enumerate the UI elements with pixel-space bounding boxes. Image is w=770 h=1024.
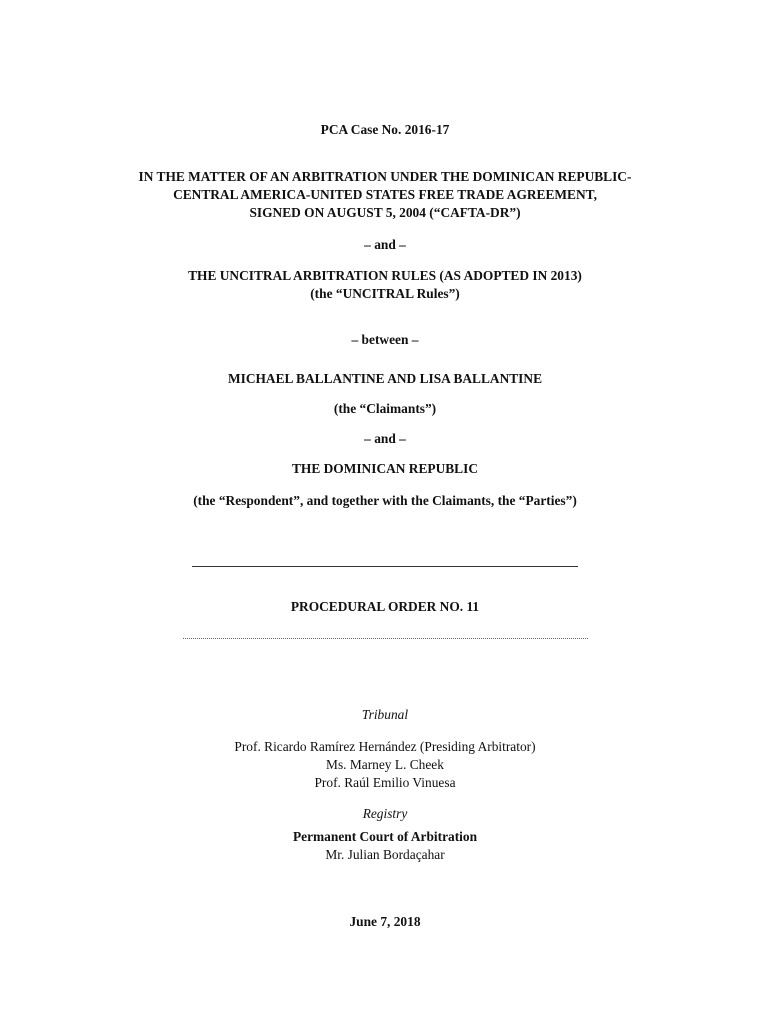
matter-line-2: CENTRAL AMERICA-UNITED STATES FREE TRADE AGREEMENT, <box>173 187 597 202</box>
respondent-name: THE DOMINICAN REPUBLIC <box>292 461 478 476</box>
and-separator-1: – and – <box>364 237 406 252</box>
matter-line-3: SIGNED ON AUGUST 5, 2004 (“CAFTA-DR”) <box>249 205 521 220</box>
claimants-label: (the “Claimants”) <box>333 401 437 416</box>
and-separator-2: – and – <box>364 431 406 446</box>
registry-org: Permanent Court of Arbitration <box>292 829 478 844</box>
case-number: PCA Case No. 2016-17 <box>320 122 450 137</box>
tribunal-member: Prof. Ricardo Ramírez Hernández (Presiding Arbitrator) <box>234 739 536 754</box>
order-title: PROCEDURAL ORDER NO. 11 <box>290 599 480 614</box>
respondent-label: (the “Respondent”, and together with the Claimants, the “Parties”) <box>193 493 577 508</box>
rules-line-2: (the “UNCITRAL Rules”) <box>310 286 460 301</box>
matter-line-1: IN THE MATTER OF AN ARBITRATION UNDER THE DOMINICAN REPUBLIC- <box>138 169 632 184</box>
rules-line-1: THE UNCITRAL ARBITRATION RULES (AS ADOPTED IN 2013) <box>188 268 582 283</box>
bottom-rule <box>183 638 588 639</box>
registry-person: Mr. Julian Bordaçahar <box>325 847 445 862</box>
tribunal-member: Prof. Raúl Emilio Vinuesa <box>314 775 456 790</box>
claimants-name: MICHAEL BALLANTINE AND LISA BALLANTINE <box>227 371 542 386</box>
top-rule <box>192 566 578 567</box>
tribunal-heading: Tribunal <box>361 707 409 722</box>
document-date: June 7, 2018 <box>349 914 421 929</box>
between-separator: – between – <box>351 332 419 347</box>
tribunal-member: Ms. Marney L. Cheek <box>326 757 444 772</box>
registry-heading: Registry <box>362 806 408 821</box>
